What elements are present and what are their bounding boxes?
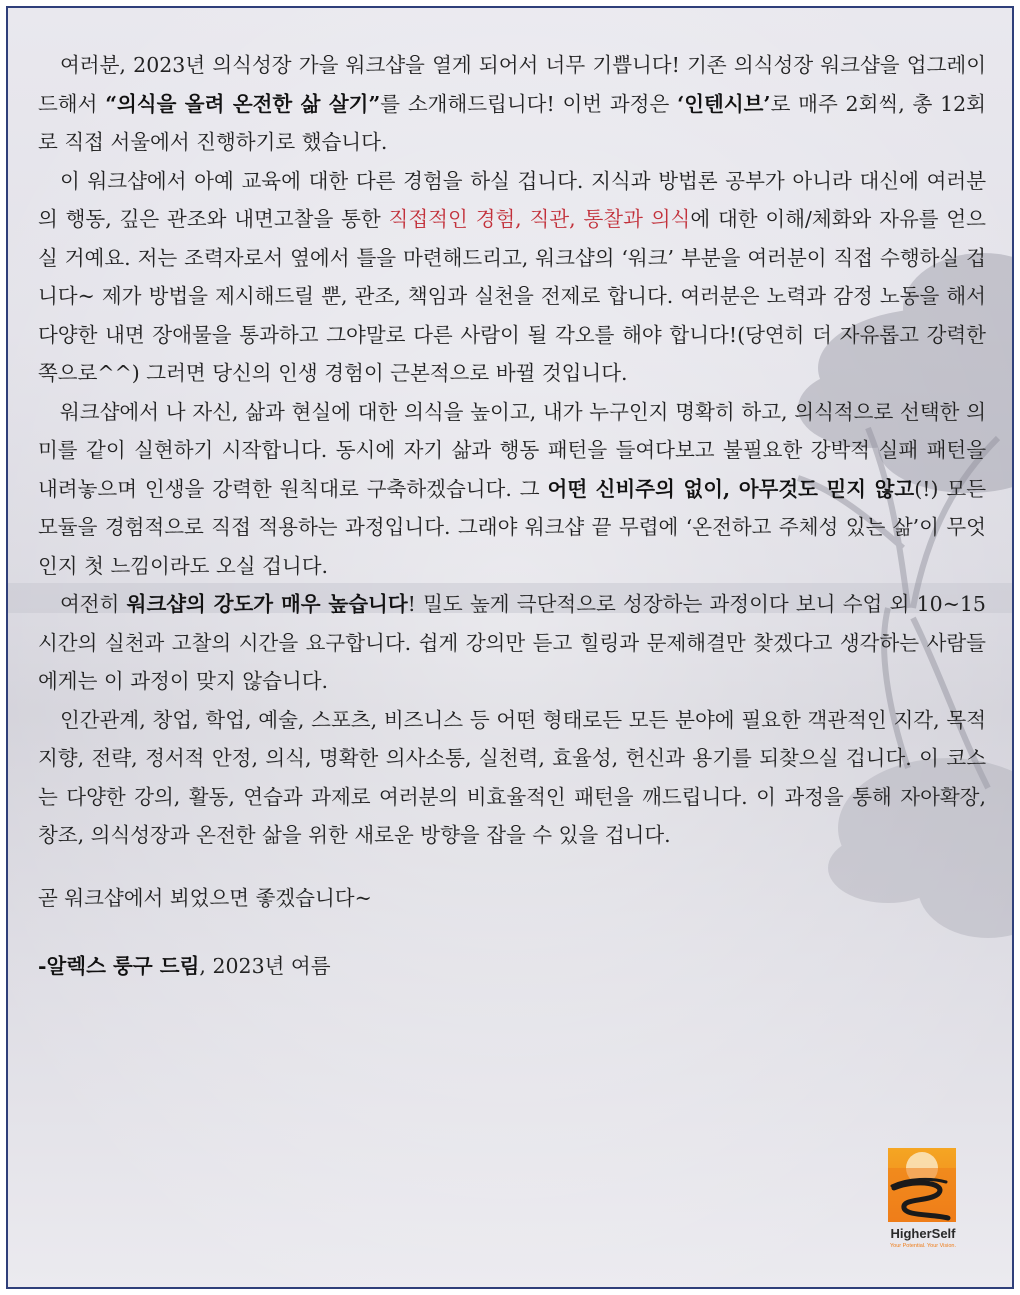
text-segment: ! 밀도 높게 극단적으로 성장하는 과정이다 보니 수업 외 10~15시간의 실천과 고찰의 시간을 요구합니다. 쉽게 강의만 듣고 힐링과 문제해결만 찾겠다고 생각하는 사람들에게는 이 과정이 맞지 않습니다. [38,592,986,693]
letter-body [38,46,986,986]
sunset-road-icon [888,1148,956,1222]
paragraph-benefits: 인간관계, 창업, 학업, 예술, 스포츠, 비즈니스 등 어떤 형태로든 모든 분야에 필요한 객관적인 지각, 목적지향, 전략, 정서적 안정, 의식, 명확한 의사소통, 실천력, 효율성, 헌신과 용기를 되찾으실 겁니다. 이 코스는 다양한 강의, 활동, 연습과 과제로 여러분의 비효율적인 패턴을 깨드립니다. 이 과정을 통해 자아확장, 창조, 의식성장과 온전한 삶을 위한 새로운 방향을 잡을 수 있을 겁니다. [38,707,986,847]
highlight-experience: 직접적인 경험, 직관, 통찰과 의식 [388,207,691,231]
paragraph-intro [38,46,986,162]
signature-line [38,947,986,986]
text-segment: (!) 모든 모듈을 경험적으로 직접 적용하는 과정입니다. 그래야 워크샵 끝 무렵에 ‘온전하고 주체성 있는 삶’이 무엇인지 첫 느낌이라도 오실 겁니다. [38,476,986,578]
text-segment: 여전히 [60,592,127,616]
signature-name: -알렉스 룽구 드림 [38,954,200,978]
logo-name: HigherSelf [890,1226,956,1241]
highlight-no-mysticism: 어떤 신비주의 없이, 아무것도 믿지 않고 [547,476,915,501]
signature-date: , 2023년 여름 [199,954,331,978]
highlight-intensity: 워크샵의 강도가 매우 높습니다 [126,592,408,616]
letter-page [6,6,1014,1289]
program-title: “의식을 올려 온전한 삶 살기” [105,91,381,116]
closing-line: 곧 워크샵에서 뵈었으면 좋겠습니다~ [38,885,372,910]
logo-sunset-mark [888,1148,956,1222]
text-segment: 로 매주 2회씩, 총 12회로 직접 서울에서 진행하기로 했습니다. [38,91,986,154]
higherself-logo [880,1148,966,1264]
paragraph-intensity [38,585,986,701]
intensive-label: ‘인텐시브’ [677,91,771,116]
paragraph-awareness [38,393,986,586]
text-segment: 에 대한 이해/체화와 자유를 얻으실 거예요. 저는 조력자로서 옆에서 틀을 마련해드리고, 워크샵의 ‘워크’ 부분을 여러분이 직접 수행하실 겁니다~ 제가 방법을 제시해드릴 뿐, 관조, 책임과 실천을 전제로 합니다. 여러분은 노력과 감정 노동을 해서 다양한 내면 장애물을 통과하고 그야말로 다른 사람이 될 각오를 해야 합니다!(당연히 더 자유롭고 강력한 쪽으로^^) 그러면 당신의 인생 경험이 근본적으로 바뀔 것입니다. [38,207,986,385]
text-segment: 여러분, 2023년 의식성장 가을 워크샵을 열게 되어서 너무 기쁩니다! 기존 의식성장 워크샵을 업그레이드해서 [38,53,986,116]
logo-tagline: Your Potential. Your Vision. [889,1243,957,1249]
text-segment: 이 워크샵에서 아예 교육에 대한 다른 경험을 하실 겁니다. 지식과 방법론 공부가 아니라 대신에 여러분의 행동, 깊은 관조와 내면고찰을 통한 [38,168,986,231]
text-segment: 를 소개해드립니다! 이번 과정은 [380,91,678,116]
text-segment: 워크샵에서 나 자신, 삶과 현실에 대한 의식을 높이고, 내가 누구인지 명확히 하고, 의식적으로 선택한 의미를 같이 실현하기 시작합니다. 동시에 자기 삶과 행동 패턴을 들여다보고 불필요한 강박적 실패 패턴을 내려놓으며 인생을 강력한 원칙대로 구축하겠습니다. 그 [38,399,986,501]
paragraph-experience [38,162,986,393]
